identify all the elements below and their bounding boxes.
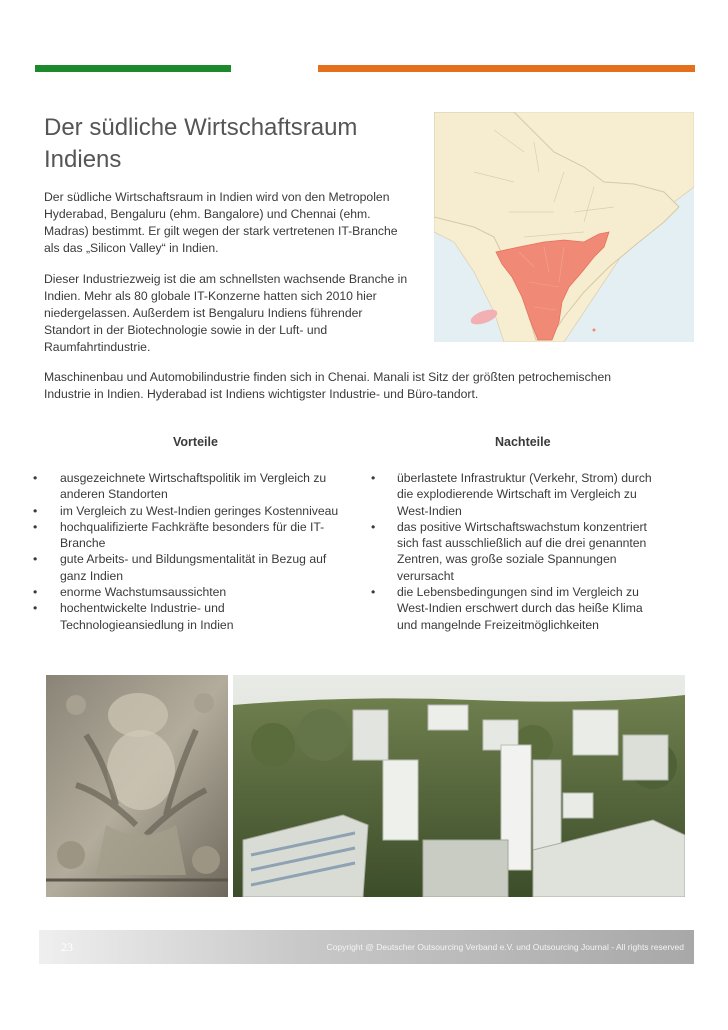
title-line-1: Der südliche Wirtschaftsraum bbox=[44, 114, 358, 141]
text-line: anderen Standorten bbox=[60, 487, 168, 502]
text-line: überlastete Infrastruktur (Verkehr, Strom) durch bbox=[397, 471, 652, 485]
text-line: Technologieansiedlung in Indien bbox=[60, 617, 234, 632]
list-item bbox=[33, 503, 345, 519]
text-line: Indien. Mehr als 80 globale IT-Konzerne hatten sich 2010 hier bbox=[44, 289, 377, 303]
title-line-2: Indiens bbox=[44, 146, 122, 173]
text-line: Industrie in Indien. Hyderabad ist Indiens wichtigster Industrie- und Büro-tandort. bbox=[44, 387, 479, 401]
text-line: Raumfahrtindustrie. bbox=[44, 340, 151, 354]
text-line: niedergelassen. Außerdem ist Bengaluru Indiens führender bbox=[44, 306, 363, 320]
text-line: West-Indien erschwert durch das heiße Klima bbox=[397, 601, 643, 616]
text-line: als das „Silicon Valley“ in Indien. bbox=[44, 241, 219, 255]
text-line: Zentren, was große soziale Spannungen bbox=[397, 552, 617, 567]
text-line: die explodierende Wirtschaft im Vergleich zu bbox=[397, 487, 637, 502]
text-line: und mangelnde Freizeitmöglichkeiten bbox=[397, 617, 599, 632]
bullet-icon: • bbox=[371, 519, 376, 534]
cons-list bbox=[371, 470, 672, 633]
list-item bbox=[33, 584, 345, 600]
text-line: enorme Wachstumsaussichten bbox=[60, 585, 227, 600]
text-line: Dieser Industriezweig ist die am schnellsten wachsende Branche in bbox=[44, 272, 408, 286]
page-number: 23 bbox=[61, 940, 73, 954]
text-line: Maschinenbau und Automobilindustrie finden sich in Chenai. Manali ist Sitz der größten petrochemischen bbox=[44, 370, 612, 384]
city-aerial-photo bbox=[233, 675, 685, 897]
text-line: hochentwickelte Industrie- und bbox=[60, 601, 225, 616]
text-line: ganz Indien bbox=[60, 568, 124, 583]
list-item bbox=[371, 470, 672, 519]
text-line: hochqualifizierte Fachkräfte besonders für die IT- bbox=[60, 519, 325, 534]
india-map bbox=[434, 112, 694, 342]
list-item bbox=[33, 470, 345, 503]
text-line: Der südliche Wirtschaftsraum in Indien wird von den Metropolen bbox=[44, 190, 390, 204]
text-line: sich fast ausschließlich auf die drei genannten bbox=[397, 536, 647, 551]
bullet-icon: • bbox=[33, 519, 38, 534]
paragraph-engineering bbox=[44, 369, 684, 403]
copyright-notice: Copyright @ Deutscher Outsourcing Verband e.V. und Outsourcing Journal - All rights reserved bbox=[326, 942, 684, 952]
paragraph-intro bbox=[44, 189, 429, 257]
list-item bbox=[33, 551, 345, 584]
list-item bbox=[371, 519, 672, 584]
green-accent-bar bbox=[35, 65, 231, 72]
bullet-icon: • bbox=[33, 585, 38, 600]
temple-carving-photo bbox=[46, 675, 228, 897]
bullet-icon: • bbox=[371, 471, 376, 485]
text-line: gute Arbeits- und Bildungsmentalität in Bezug auf bbox=[60, 552, 327, 567]
text-line: die Lebensbedingungen sind im Vergleich zu bbox=[397, 585, 639, 600]
bullet-icon: • bbox=[33, 601, 38, 616]
text-line: Standort in der Biotechnologie sowie in der Luft- und bbox=[44, 323, 328, 337]
text-line: Branche bbox=[60, 536, 106, 551]
pros-list bbox=[33, 470, 345, 633]
bullet-icon: • bbox=[33, 503, 38, 518]
text-line: das positive Wirtschaftswachstum konzentriert bbox=[397, 519, 647, 534]
bullet-icon: • bbox=[371, 585, 376, 600]
list-item bbox=[33, 600, 345, 633]
pros-heading: Vorteile bbox=[173, 435, 218, 449]
page-title bbox=[44, 112, 424, 176]
text-line: verursacht bbox=[397, 568, 454, 583]
bullet-icon: • bbox=[33, 552, 38, 567]
text-line: Madras) bestimmt. Er gilt wegen der stark vertretenen IT-Branche bbox=[44, 224, 398, 238]
orange-accent-bar bbox=[318, 65, 695, 72]
text-line: im Vergleich zu West-Indien geringes Kostenniveau bbox=[60, 503, 339, 518]
text-line: ausgezeichnete Wirtschaftspolitik im Vergleich zu bbox=[60, 471, 327, 485]
list-item bbox=[371, 584, 672, 633]
bullet-icon: • bbox=[33, 471, 38, 485]
page-footer bbox=[39, 930, 694, 964]
paragraph-it-industry bbox=[44, 271, 429, 356]
text-line: West-Indien bbox=[397, 503, 462, 518]
text-line: Hyderabad, Bengaluru (ehm. Bangalore) und Chennai (ehm. bbox=[44, 207, 371, 221]
cons-heading: Nachteile bbox=[495, 435, 551, 449]
list-item bbox=[33, 519, 345, 552]
